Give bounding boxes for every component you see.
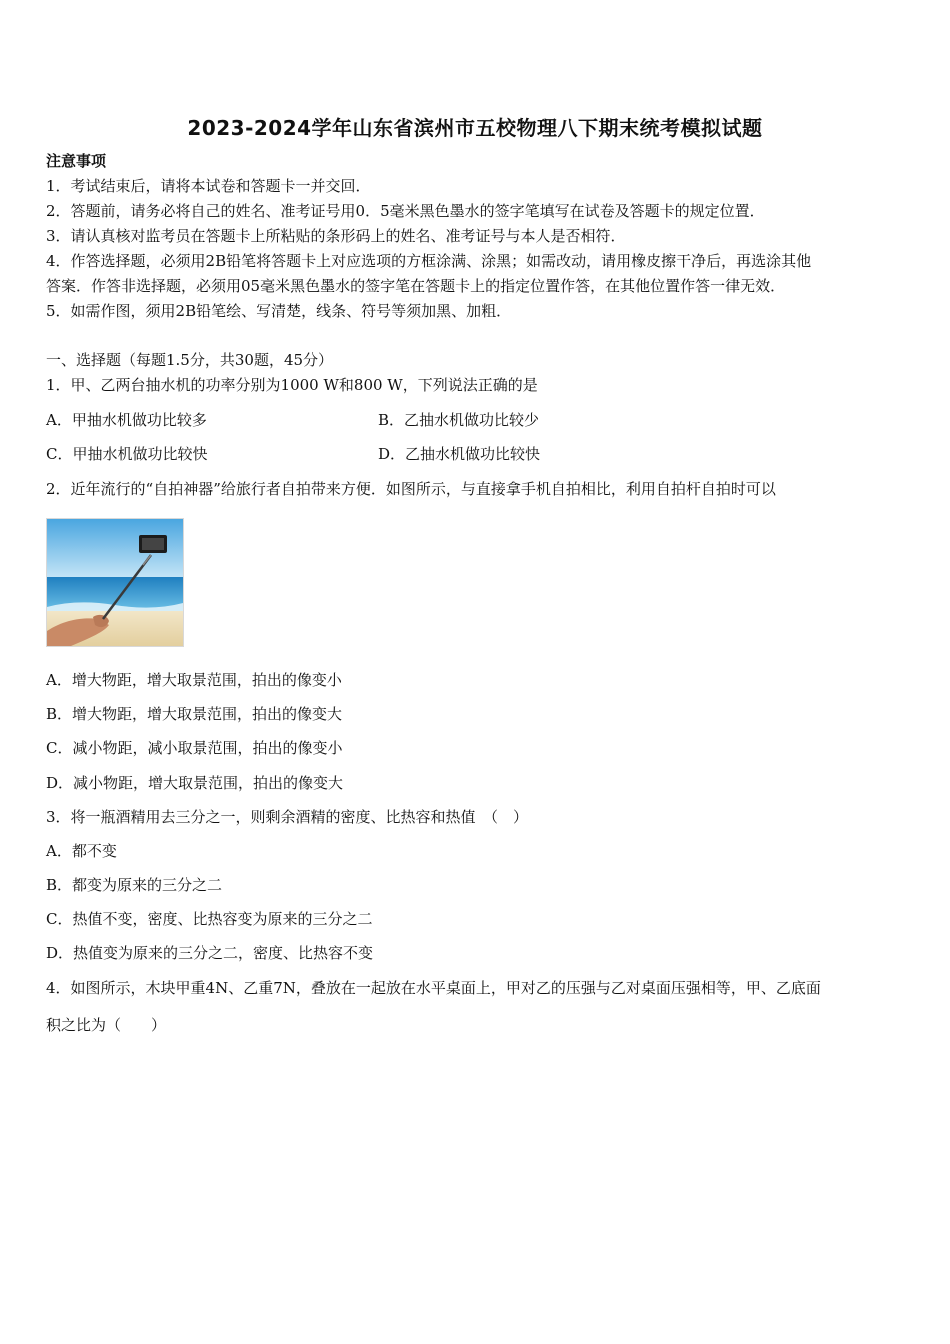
q1-stem: 1．甲、乙两台抽水机的功率分别为1000 W和800 W，下列说法正确的是: [46, 376, 538, 394]
notice-item-1: 1．考试结束后，请将本试卷和答题卡一并交回．: [46, 177, 371, 195]
q1-option-c: C．甲抽水机做功比较快: [46, 445, 208, 463]
q1-option-a: A．甲抽水机做功比较多: [46, 411, 207, 429]
q3-option-d: D．热值变为原来的三分之二，密度、比热容不变: [46, 944, 374, 962]
q2-option-c: C．减小物距，减小取景范围，拍出的像变小: [46, 739, 343, 757]
notice-item-2: 2．答题前，请务必将自己的姓名、准考证号用0．5毫米黑色墨水的签字笔填写在试卷及答题卡的规定位置．: [46, 202, 765, 220]
q2-option-d: D．减小物距，增大取景范围，拍出的像变大: [46, 774, 344, 792]
section-heading: 一、选择题（每题1.5分，共30题，45分）: [46, 351, 334, 369]
q4-stem-line2: 积之比为（ ）: [46, 1016, 167, 1034]
notice-item-5: 5．如需作图，须用2B铅笔绘、写清楚，线条、符号等须加黑、加粗．: [46, 302, 512, 320]
q1-option-d: D．乙抽水机做功比较快: [378, 445, 541, 463]
notice-item-3: 3．请认真核对监考员在答题卡上所粘贴的条形码上的姓名、准考证号与本人是否相符．: [46, 227, 626, 245]
notice-heading: 注意事项: [46, 152, 107, 170]
notice-item-4: 4．作答选择题，必须用2B铅笔将答题卡上对应选项的方框涂满、涂黑；如需改动，请用橡皮擦干净后，再选涂其他: [46, 252, 812, 270]
q2-option-a: A．增大物距，增大取景范围，拍出的像变小: [46, 671, 342, 689]
q4-stem-line1: 4．如图所示，木块甲重4N、乙重7N，叠放在一起放在水平桌面上，甲对乙的压强与乙对桌面压强相等，甲、乙底面: [46, 979, 821, 997]
q3-stem: 3．将一瓶酒精用去三分之一，则剩余酒精的密度、比热容和热值 （ ）: [46, 808, 529, 826]
q2-stem: 2．近年流行的“自拍神器”给旅行者自拍带来方便．如图所示，与直接拿手机自拍相比，利用自拍杆自拍时可以: [46, 480, 776, 498]
q3-option-a: A．都不变: [46, 842, 117, 860]
q1-option-b: B．乙抽水机做功比较少: [378, 411, 540, 429]
notice-item-4-cont: 答案．作答非选择题，必须用05毫米黑色墨水的签字笔在答题卡上的指定位置作答，在其他位置作答一律无效．: [46, 277, 786, 295]
selfie-stick-image: [46, 518, 184, 647]
page-title: 2023-2024学年山东省滨州市五校物理八下期末统考模拟试题: [187, 116, 763, 140]
q3-option-c: C．热值不变，密度、比热容变为原来的三分之二: [46, 910, 373, 928]
q3-option-b: B．都变为原来的三分之二: [46, 876, 223, 894]
q2-option-b: B．增大物距，增大取景范围，拍出的像变大: [46, 705, 343, 723]
